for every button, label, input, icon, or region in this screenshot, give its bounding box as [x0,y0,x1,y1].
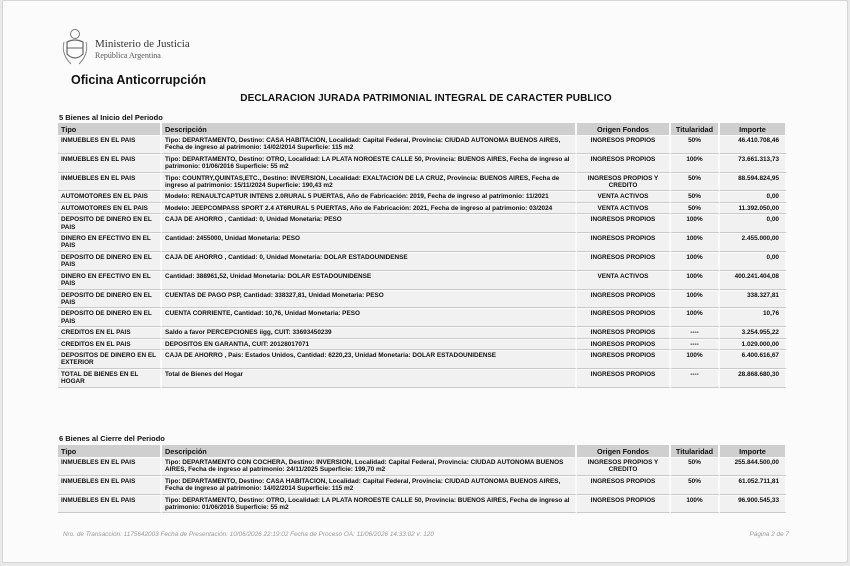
cell-tipo: INMUEBLES EN EL PAIS [58,458,162,476]
table-row [58,253,787,271]
cell-origen-fondos: INGRESOS PROPIOS [577,253,671,271]
cell-titularidad: ---- [671,328,720,338]
ministry-name: Ministerio de Justicia [95,38,190,50]
cell-descripcion: Cantidad: 2455000, Unidad Monetaria: PESO [162,234,577,252]
table-row [58,477,787,495]
cell-importe: 6.400.616,67 [720,351,787,369]
cell-descripcion: Tipo: DEPARTAMENTO, Destino: CASA HABITACION, Localidad: Capital Federal, Provincia: CIUDAD AUTONOMA BUENOS AIRES, Fecha de ingreso al patrimonio: 14/02/2014 Superficie: 115 m2 [162,477,577,495]
cell-descripcion: CAJA DE AHORRO , Pais: Estados Unidos, Cantidad: 6220,23, Unidad Monetaria: DOLAR ESTADOUNIDENSE [162,351,577,369]
cell-descripcion: CAJA DE AHORRO , Cantidad: 0, Unidad Monetaria: PESO [162,215,577,233]
cell-origen-fondos: INGRESOS PROPIOS [577,340,671,350]
cell-origen-fondos: INGRESOS PROPIOS Y CREDITO [577,174,671,192]
cell-importe: 88.594.824,95 [720,174,787,192]
col-header-titularidad: Titularidad [671,123,720,135]
cell-titularidad: 100% [671,496,720,514]
cell-descripcion: Tipo: DEPARTAMENTO CON COCHERA, Destino: INVERSION, Localidad: Capital Federal, Provincia: CIUDAD AUTONOMA BUENOS AIRES, Fecha de ingreso al patrimonio: 24/11/2025 Superficie: 199,70 m2 [162,458,577,476]
cell-descripcion: Tipo: DEPARTAMENTO, Destino: CASA HABITACION, Localidad: Capital Federal, Provincia: CIUDAD AUTONOMA BUENOS AIRES, Fecha de ingreso al patrimonio: 14/02/2014 Superficie: 115 m2 [162,136,577,154]
table-row [58,136,787,154]
cell-descripcion: Tipo: DEPARTAMENTO, Destino: OTRO, Localidad: LA PLATA NOROESTE CALLE 50, Provincia: BUENOS AIRES, Fecha de ingreso al patrimonio: 01/06/2016 Superficie: 55 m2 [162,155,577,173]
cell-tipo: DINERO EN EFECTIVO EN EL PAIS [58,234,162,252]
cell-titularidad: 100% [671,272,720,290]
cell-tipo: INMUEBLES EN EL PAIS [58,155,162,173]
cell-tipo: DEPOSITO DE DINERO EN EL PAIS [58,215,162,233]
cell-importe: 1.029.000,00 [720,340,787,350]
cell-origen-fondos: VENTA ACTIVOS [577,192,671,202]
cell-descripcion: Modelo: JEEPCOMPASS SPORT 2.4 AT6RURAL 5 PUERTAS, Año de Fabricación: 2021, Fecha de ingreso al patrimonio: 03/2024 [162,204,577,214]
cell-origen-fondos: INGRESOS PROPIOS [577,351,671,369]
table-row [58,192,787,202]
cell-origen-fondos: INGRESOS PROPIOS Y CREDITO [577,458,671,476]
table-row [58,340,787,350]
table-row [58,174,787,192]
cell-titularidad: 100% [671,351,720,369]
cell-tipo: DEPOSITOS DE DINERO EN EL EXTERIOR [58,351,162,369]
cell-titularidad: 100% [671,155,720,173]
republic-name: República Argentina [95,51,161,60]
office-name: Oficina Anticorrupción [71,73,206,87]
table-row [58,370,787,388]
table-header-row [58,445,787,457]
cell-titularidad: 50% [671,477,720,495]
cell-origen-fondos: INGRESOS PROPIOS [577,328,671,338]
cell-descripcion: Tipo: DEPARTAMENTO, Destino: OTRO, Localidad: LA PLATA NOROESTE CALLE 50, Provincia: BUENOS AIRES, Fecha de ingreso al patrimonio: 01/06/2016 Superficie: 55 m2 [162,496,577,514]
cell-titularidad: 100% [671,253,720,271]
cell-tipo: INMUEBLES EN EL PAIS [58,496,162,514]
cell-tipo: DEPOSITO DE DINERO EN EL PAIS [58,309,162,327]
cell-tipo: INMUEBLES EN EL PAIS [58,477,162,495]
cell-tipo: AUTOMOTORES EN EL PAIS [58,192,162,202]
cell-tipo: AUTOMOTORES EN EL PAIS [58,204,162,214]
cell-descripcion: Cantidad: 388961,52, Unidad Monetaria: DOLAR ESTADOUNIDENSE [162,272,577,290]
cell-tipo: INMUEBLES EN EL PAIS [58,136,162,154]
cell-importe: 255.844.500,00 [720,458,787,476]
cell-origen-fondos: INGRESOS PROPIOS [577,477,671,495]
cell-origen-fondos: INGRESOS PROPIOS [577,370,671,388]
cell-importe: 96.900.545,33 [720,496,787,514]
table-bienes-inicio [58,122,787,389]
cell-importe: 10,76 [720,309,787,327]
cell-importe: 400.241.404,08 [720,272,787,290]
cell-tipo: DEPOSITO DE DINERO EN EL PAIS [58,291,162,309]
table-header-row [58,123,787,135]
cell-origen-fondos: INGRESOS PROPIOS [577,215,671,233]
cell-titularidad: 100% [671,215,720,233]
cell-descripcion: Modelo: RENAULTCAPTUR INTENS 2.0RURAL 5 PUERTAS, Año de Fabricación: 2019, Fecha de ingreso al patrimonio: 11/2021 [162,192,577,202]
cell-titularidad: 100% [671,309,720,327]
cell-importe: 11.392.050,00 [720,204,787,214]
cell-tipo: CREDITOS EN EL PAIS [58,340,162,350]
cell-titularidad: 100% [671,291,720,309]
table-row [58,328,787,338]
cell-descripcion: Tipo: COUNTRY,QUINTAS,ETC., Destino: INVERSION, Localidad: EXALTACION DE LA CRUZ, Provincia: BUENOS AIRES, Fecha de ingreso al patrimonio: 15/11/2024 Superficie: 190,43 m2 [162,174,577,192]
cell-titularidad: 50% [671,458,720,476]
cell-importe: 0,00 [720,215,787,233]
footer-transaction-info: Nro. de Transacción: 1175642003 Fecha de Presentación: 10/06/2026 22:19:02 Fecha de Proceso OA: 11/06/2026 14:33:02 v: 120 [63,531,434,538]
cell-titularidad: 100% [671,234,720,252]
cell-origen-fondos: INGRESOS PROPIOS [577,136,671,154]
table-body-inicio [58,136,787,388]
cell-importe: 28.868.680,30 [720,370,787,388]
cell-importe: 0,00 [720,192,787,202]
cell-tipo: TOTAL DE BIENES EN EL HOGAR [58,370,162,388]
cell-descripcion: CUENTAS DE PAGO PSP, Cantidad: 338327,81, Unidad Monetaria: PESO [162,291,577,309]
cell-importe: 73.661.313,73 [720,155,787,173]
cell-tipo: INMUEBLES EN EL PAIS [58,174,162,192]
cell-origen-fondos: INGRESOS PROPIOS [577,155,671,173]
cell-descripcion: Saldo a favor PERCEPCIONES iigg, CUIT: 33693450239 [162,328,577,338]
table-row [58,272,787,290]
cell-importe: 46.410.708,46 [720,136,787,154]
cell-origen-fondos: VENTA ACTIVOS [577,204,671,214]
cell-tipo: CREDITOS EN EL PAIS [58,328,162,338]
col-header-origen: Origen Fondos [577,123,671,135]
cell-tipo: DINERO EN EFECTIVO EN EL PAIS [58,272,162,290]
cell-importe: 61.052.711,81 [720,477,787,495]
cell-origen-fondos: INGRESOS PROPIOS [577,234,671,252]
cell-titularidad: ---- [671,370,720,388]
cell-importe: 3.254.955,22 [720,328,787,338]
cell-importe: 2.455.000,00 [720,234,787,252]
table-body-cierre [58,458,787,513]
page-number: Página 2 de 7 [749,531,789,538]
table-row [58,309,787,327]
cell-titularidad: 50% [671,204,720,214]
table-row [58,155,787,173]
cell-descripcion: Total de Bienes del Hogar [162,370,577,388]
cell-importe: 0,00 [720,253,787,271]
col-header-tipo: Tipo [58,123,162,135]
cell-titularidad: ---- [671,340,720,350]
cell-descripcion: CUENTA CORRIENTE, Cantidad: 10,76, Unidad Monetaria: PESO [162,309,577,327]
cell-descripcion: CAJA DE AHORRO , Cantidad: 0, Unidad Monetaria: DOLAR ESTADOUNIDENSE [162,253,577,271]
table-row [58,291,787,309]
section-title-cierre: 6 Bienes al Cierre del Periodo [59,434,165,443]
col-header-importe: Importe [720,445,787,457]
table-row [58,496,787,514]
cell-origen-fondos: INGRESOS PROPIOS [577,496,671,514]
col-header-titularidad: Titularidad [671,445,720,457]
cell-importe: 338.327,81 [720,291,787,309]
cell-tipo: DEPOSITO DE DINERO EN EL PAIS [58,253,162,271]
cell-origen-fondos: INGRESOS PROPIOS [577,309,671,327]
cell-titularidad: 50% [671,192,720,202]
table-row [58,204,787,214]
cell-titularidad: 50% [671,174,720,192]
col-header-descripcion: Descripción [162,445,577,457]
section-title-inicio: 5 Bienes al Inicio del Periodo [59,113,163,122]
col-header-importe: Importe [720,123,787,135]
cell-origen-fondos: VENTA ACTIVOS [577,272,671,290]
col-header-origen: Origen Fondos [577,445,671,457]
table-row [58,458,787,476]
col-header-tipo: Tipo [58,445,162,457]
document-title: DECLARACION JURADA PATRIMONIAL INTEGRAL DE CARACTER PUBLICO [240,93,612,104]
cell-descripcion: DEPOSITOS EN GARANTIA, CUIT: 20128017071 [162,340,577,350]
document-page [2,0,848,563]
col-header-descripcion: Descripción [162,123,577,135]
table-bienes-cierre [58,444,787,514]
table-row [58,234,787,252]
argentina-coat-of-arms-icon [61,28,89,68]
cell-titularidad: 50% [671,136,720,154]
table-row [58,215,787,233]
table-row [58,351,787,369]
cell-origen-fondos: INGRESOS PROPIOS [577,291,671,309]
